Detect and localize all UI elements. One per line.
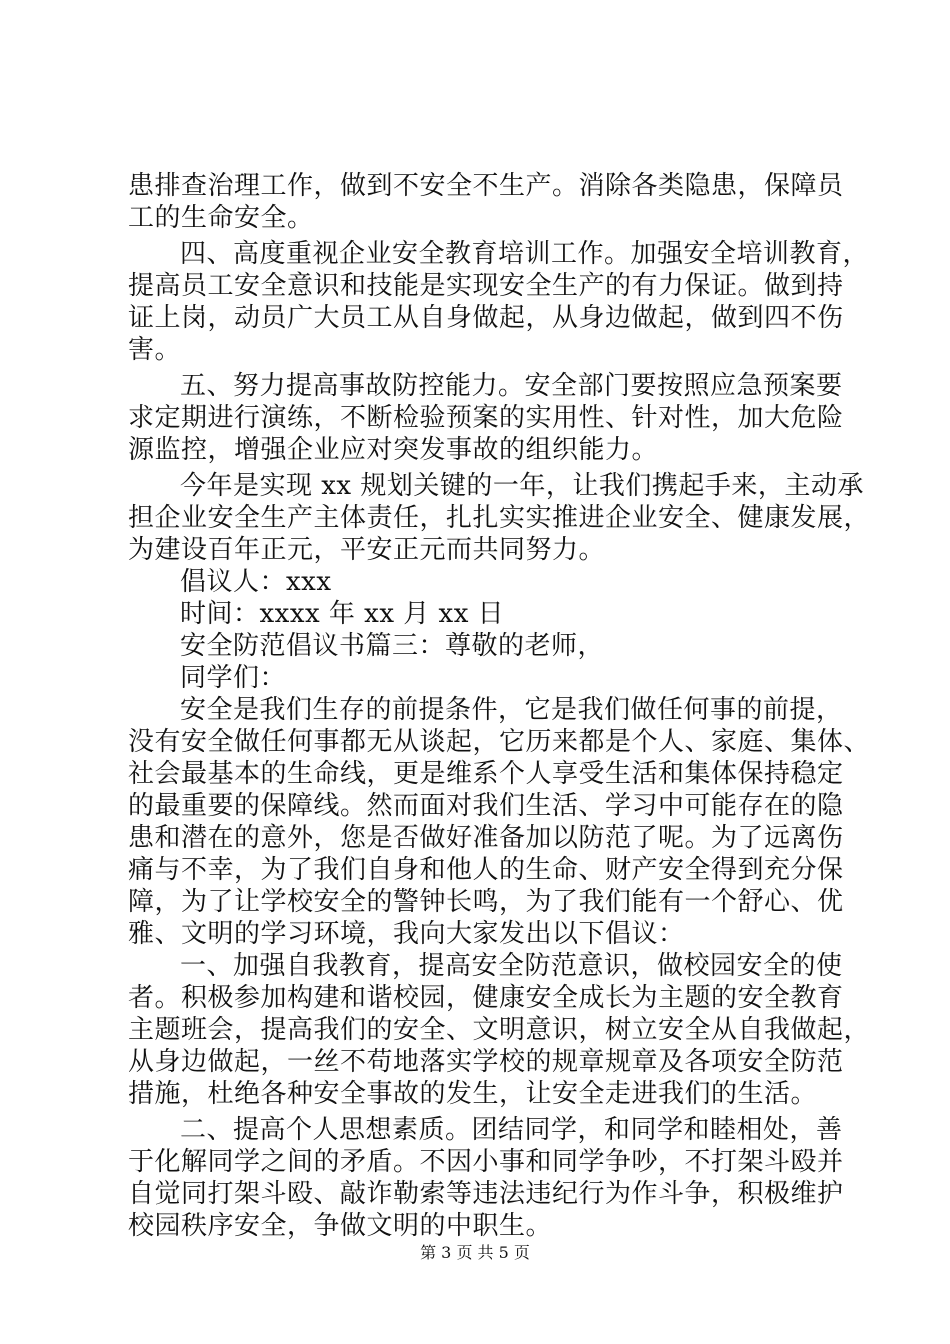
text-line: 于化解同学之间的矛盾。不因小事和同学争吵，不打架斗殴并: [128, 1147, 844, 1177]
text-line: 社会最基本的生命线，更是维系个人享受生活和集体保持稳定: [128, 759, 844, 789]
text-line: 时间：xxxx 年 xx 月 xx 日: [180, 599, 505, 629]
text-line: 痛与不幸，为了我们自身和他人的生命、财产安全得到充分保: [128, 855, 844, 885]
text-line: 从身边做起，一丝不苟地落实学校的规章规章及各项安全防范: [128, 1047, 844, 1077]
text-line: 主题班会，提高我们的安全、文明意识，树立安全从自我做起，: [128, 1015, 871, 1045]
text-line: 源监控，增强企业应对突发事故的组织能力。: [128, 435, 659, 465]
text-line: 患排查治理工作，做到不安全不生产。消除各类隐患，保障员: [128, 171, 844, 201]
text-line: 者。积极参加构建和谐校园，健康安全成长为主题的安全教育: [128, 983, 844, 1013]
text-line: 校园秩序安全，争做文明的中职生。: [128, 1211, 553, 1241]
text-line: 求定期进行演练，不断检验预案的实用性、针对性，加大危险: [128, 403, 844, 433]
page-number-label: 第 3 页 共 5 页: [420, 1243, 530, 1262]
text-line: 害。: [128, 335, 182, 365]
text-line: 五、努力提高事故防控能力。安全部门要按照应急预案要: [180, 371, 843, 401]
text-line: 没有安全做任何事都无从谈起，它历来都是个人、家庭、集体、: [128, 727, 871, 757]
page-footer: [0, 1243, 950, 1263]
text-line: 今年是实现 xx 规划关键的一年，让我们携起手来，主动承: [180, 471, 864, 501]
text-line: 同学们：: [180, 663, 287, 693]
text-line: 担企业安全生产主体责任，扎扎实实推进企业安全、健康发展，: [128, 503, 871, 533]
text-line: 一、加强自我教育，提高安全防范意识，做校园安全的使: [180, 951, 843, 981]
text-line: 为建设百年正元，平安正元而共同努力。: [128, 535, 606, 565]
text-line: 措施，杜绝各种安全事故的发生，让安全走进我们的生活。: [128, 1079, 818, 1109]
document-body: [128, 170, 871, 1242]
text-line: 自觉同打架斗殴、敲诈勒索等违法违纪行为作斗争，积极维护: [128, 1179, 844, 1209]
text-line: 二、提高个人思想素质。团结同学，和同学和睦相处，善: [180, 1115, 843, 1145]
text-line: 雅、文明的学习环境，我向大家发出以下倡议：: [128, 919, 685, 949]
text-line: 障，为了让学校安全的警钟长鸣，为了我们能有一个舒心、优: [128, 887, 844, 917]
text-line: 患和潜在的意外，您是否做好准备加以防范了呢。为了远离伤: [128, 823, 844, 853]
text-line: 安全是我们生存的前提条件，它是我们做任何事的前提，: [180, 695, 843, 725]
text-line: 安全防范倡议书篇三：尊敬的老师，: [180, 631, 605, 661]
text-line: 证上岗，动员广大员工从自身做起，从身边做起，做到四不伤: [128, 303, 844, 333]
text-line: 倡议人：xxx: [180, 567, 332, 597]
text-line: 的最重要的保障线。然而面对我们生活、学习中可能存在的隐: [128, 791, 844, 821]
text-line: 提高员工安全意识和技能是实现安全生产的有力保证。做到持: [128, 271, 844, 301]
text-line: 四、高度重视企业安全教育培训工作。加强安全培训教育，: [180, 239, 870, 269]
text-line: 工的生命安全。: [128, 203, 314, 233]
